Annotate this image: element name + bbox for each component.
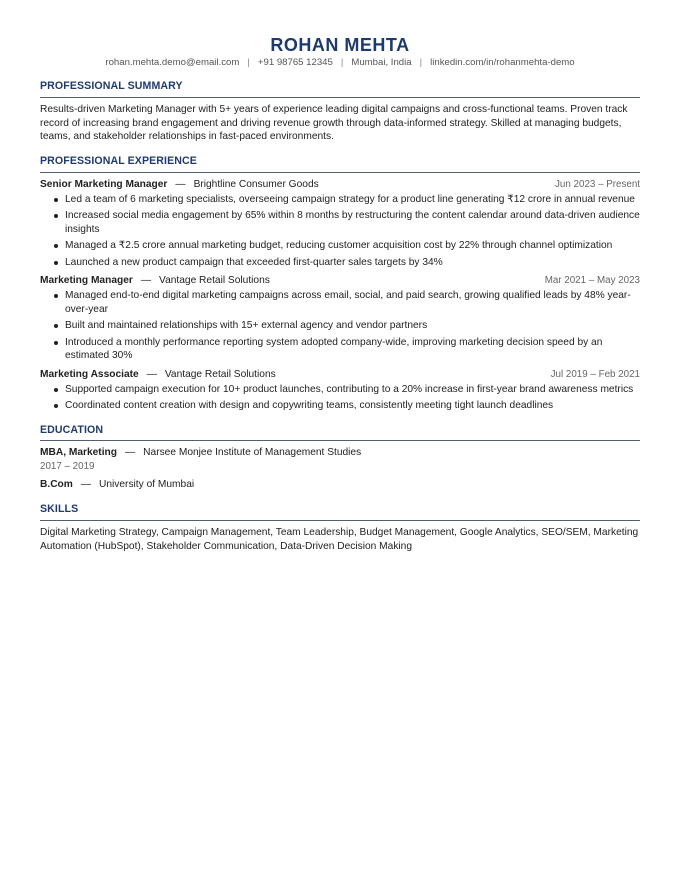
contact-separator: |	[340, 57, 344, 68]
contact-linkedin: linkedin.com/in/rohanmehta-demo	[430, 57, 575, 68]
job-role: Senior Marketing Manager	[40, 178, 168, 190]
education-entry	[40, 478, 640, 492]
experience-section	[40, 155, 640, 413]
job-dates: Jun 2023 – Present	[555, 178, 640, 190]
job-company: Vantage Retail Solutions	[164, 368, 276, 380]
education-line	[40, 446, 640, 460]
job-header	[40, 178, 640, 192]
education-entry	[40, 446, 640, 473]
contact-separator: |	[419, 57, 423, 68]
job-bullet: Supported campaign execution for 10+ product launches, contributing to a 20% increase in first-year brand awareness metrics	[52, 383, 640, 397]
skills-section	[40, 503, 640, 553]
education-degree: MBA, Marketing	[40, 447, 117, 459]
job-bullet: Led a team of 6 marketing specialists, overseeing campaign strategy for a product line generating ₹12 crore in annual revenue	[52, 193, 640, 207]
summary-section	[40, 80, 640, 143]
job-entry	[40, 178, 640, 270]
job-bullet: Increased social media engagement by 65% within 8 months by restructuring the content calendar around data-driven audience insights	[52, 209, 640, 236]
job-company: Vantage Retail Solutions	[159, 275, 270, 286]
candidate-name: ROHAN MEHTA	[270, 35, 410, 55]
education-degree: B.Com	[40, 479, 73, 491]
job-entry	[40, 274, 640, 363]
contact-email: rohan.mehta.demo@email.com	[105, 57, 240, 68]
job-role: Marketing Associate	[40, 368, 139, 380]
contact-phone: +91 98765 12345	[257, 57, 333, 68]
job-dates: Mar 2021 – May 2023	[544, 275, 640, 286]
job-entry	[40, 368, 640, 413]
education-institution: Narsee Monjee Institute of Management Studies	[143, 447, 362, 459]
skills-text: Digital Marketing Strategy, Campaign Management, Team Leadership, Budget Management, Google Analytics, SEO/SEM, Marketing Automation (HubSpot), Stakeholder Communication, Data-Driven Decision Making	[40, 527, 639, 552]
job-bullet: Launched a new product campaign that exceeded first-quarter sales targets by 34%	[52, 256, 640, 270]
education-institution: University of Mumbai	[99, 479, 195, 491]
education-dash: —	[80, 479, 92, 491]
job-bullets	[40, 193, 640, 270]
job-bullets	[40, 383, 640, 413]
experience-heading: PROFESSIONAL EXPERIENCE	[40, 155, 640, 173]
education-dates: 2017 – 2019	[40, 461, 95, 473]
skills-heading: SKILLS	[40, 503, 640, 521]
education-line	[40, 478, 640, 492]
summary-text: Results-driven Marketing Manager with 5+ years of experience leading digital campaigns and cross-functional teams. Proven track record of increasing brand engagement and driving revenue growth through data-informed strategy. Skilled at managing budgets, teams, and stakeholder relationships in fast-paced environments.	[40, 104, 628, 143]
job-role: Marketing Manager	[40, 275, 133, 286]
job-bullet: Coordinated content creation with design and copywriting teams, consistently meeting tight launch deadlines	[52, 399, 640, 413]
education-dash: —	[124, 447, 136, 459]
job-bullet: Managed a ₹2.5 crore annual marketing budget, reducing customer acquisition cost by 22% through channel optimization	[52, 239, 640, 253]
summary-heading: PROFESSIONAL SUMMARY	[40, 80, 640, 98]
contact-line	[40, 57, 640, 69]
job-dash: —	[175, 178, 186, 190]
contact-location: Mumbai, India	[351, 57, 412, 68]
job-header	[40, 274, 640, 288]
job-header	[40, 368, 640, 382]
job-bullet: Managed end-to-end digital marketing campaigns across email, social, and paid search, growing qualified leads by 48% year-over-year	[52, 289, 640, 316]
education-heading: EDUCATION	[40, 424, 640, 442]
job-bullets	[40, 289, 640, 363]
job-bullet: Introduced a monthly performance reporting system adopted company-wide, improving marketing decision speed by an estimated 30%	[52, 336, 640, 363]
job-bullet: Built and maintained relationships with 15+ external agency and vendor partners	[52, 319, 640, 333]
job-dash: —	[140, 275, 152, 286]
contact-separator: |	[247, 57, 250, 68]
job-company: Brightline Consumer Goods	[193, 178, 319, 190]
job-dates: Jul 2019 – Feb 2021	[550, 368, 640, 380]
education-section	[40, 424, 640, 493]
job-dash: —	[146, 368, 157, 380]
